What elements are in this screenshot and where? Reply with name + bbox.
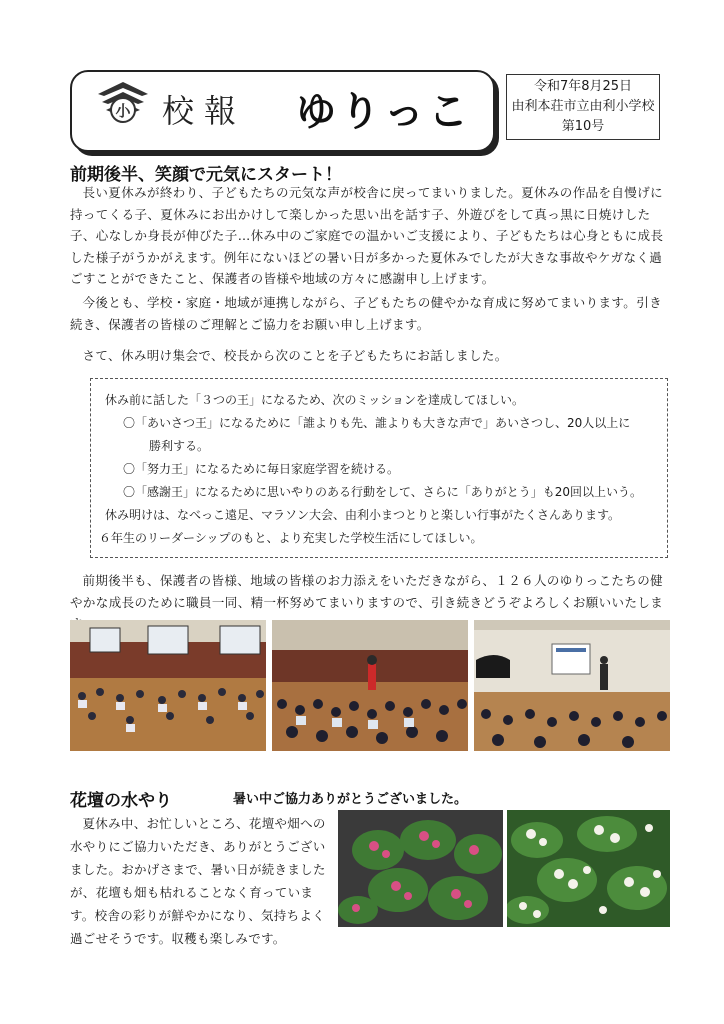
title-label: 校報 — [162, 92, 247, 130]
svg-text:小: 小 — [115, 102, 131, 120]
photo-gym-assembly-1 — [70, 620, 266, 751]
newsletter-title: ゆりっこ — [296, 88, 472, 135]
section1-paragraph-2: 今後とも、学校・家庭・地域が連携しながら、子どもたちの健やかな育成に努めてまいります。引き続き、保護者の皆様のご理解とご協力をお願い申し上げます。 — [70, 295, 663, 332]
issue-number: 第10号 — [561, 119, 605, 134]
section2-heading: 花壇の水やり — [70, 791, 172, 811]
section1-heading: 前期後半、笑顔で元気にスタート！ — [70, 165, 342, 185]
message-closing-2: ６年生のリーダーシップのもと、より充実した学校生活にしてほしい。 — [99, 531, 483, 545]
school-emblem-icon — [96, 80, 150, 128]
photo-gym-assembly-2 — [272, 620, 468, 751]
issue-date: 令和7年8月25日 — [533, 79, 633, 94]
section1-paragraph-3: さて、休み明け集会で、校長から次のことを子どもたちにお話しました。 — [82, 348, 508, 363]
school-name: 由利本荘市立由利小学校 — [511, 99, 655, 114]
mission-item-greeting: 〇「あいさつ王」になるために「誰よりも先、誰よりも大きな声で」あいさつし、20人以上に — [123, 416, 631, 430]
issue-info-box — [506, 74, 660, 140]
mission-item-greeting-cont: 勝利する。 — [149, 439, 210, 453]
section1-paragraph-1: 長い夏休みが終わり、子どもたちの元気な声が校舎に戻ってまいりました。夏休みの作品を自慢げに持ってくる子、夏休みにお出かけして楽しかった思い出を話す子、外遊びをして真っ黒に日焼けした子、心なしか身長が伸びた子…休み中のご家庭での温かいご支援により、子どもたちは心身ともに成長した様子がうかがえます。例年にないほどの暑い日が多かった夏休みでしたが大きな事故やケガなく過ごすことができたこと、保護者の皆様や地域の方々に感謝申し上げます。 — [70, 185, 664, 286]
photo-presentation — [474, 620, 670, 751]
message-closing-1: 休み明けは、なべっこ遠足、マラソン大会、由利小まつとりと楽しい行事がたくさんあります。 — [105, 508, 621, 522]
principal-message-box — [90, 378, 668, 558]
mission-item-gratitude: 〇「感謝王」になるために思いやりのある行動をして、さらに「ありがとう」も20回以上いう。 — [123, 485, 643, 499]
section2-subheading: 暑い中ご協力ありがとうございました。 — [233, 792, 468, 807]
mission-item-effort: 〇「努力王」になるために毎日家庭学習を続ける。 — [123, 462, 400, 476]
photo-flowerbed-white — [507, 810, 670, 927]
newsletter-title-box — [70, 70, 495, 152]
section1-paragraph-4: 前期後半も、保護者の皆様、地域の皆様のお力添えをいただきながら、１２６人のゆりっこたちの健やかな成長のために職員一同、精一杯努めてまいりますので、引き続きどうぞよろしくお願いいたしま — [70, 573, 664, 610]
photo-flowerbed-pink — [338, 810, 503, 927]
section2-paragraph: 夏休み中、お忙しいところ、花壇や畑への水やりにご協力いただき、ありがとうございました。おかげさまで、暑い日が続きましたが、花壇も畑も枯れることなく育っています。校舎の彩りが鮮やかになり、気持ちよく過ごせそうです。収穫も楽しみです。 — [70, 816, 326, 946]
message-intro: 休み前に話した「３つの王」になるため、次のミッションを達成してほしい。 — [105, 393, 525, 407]
